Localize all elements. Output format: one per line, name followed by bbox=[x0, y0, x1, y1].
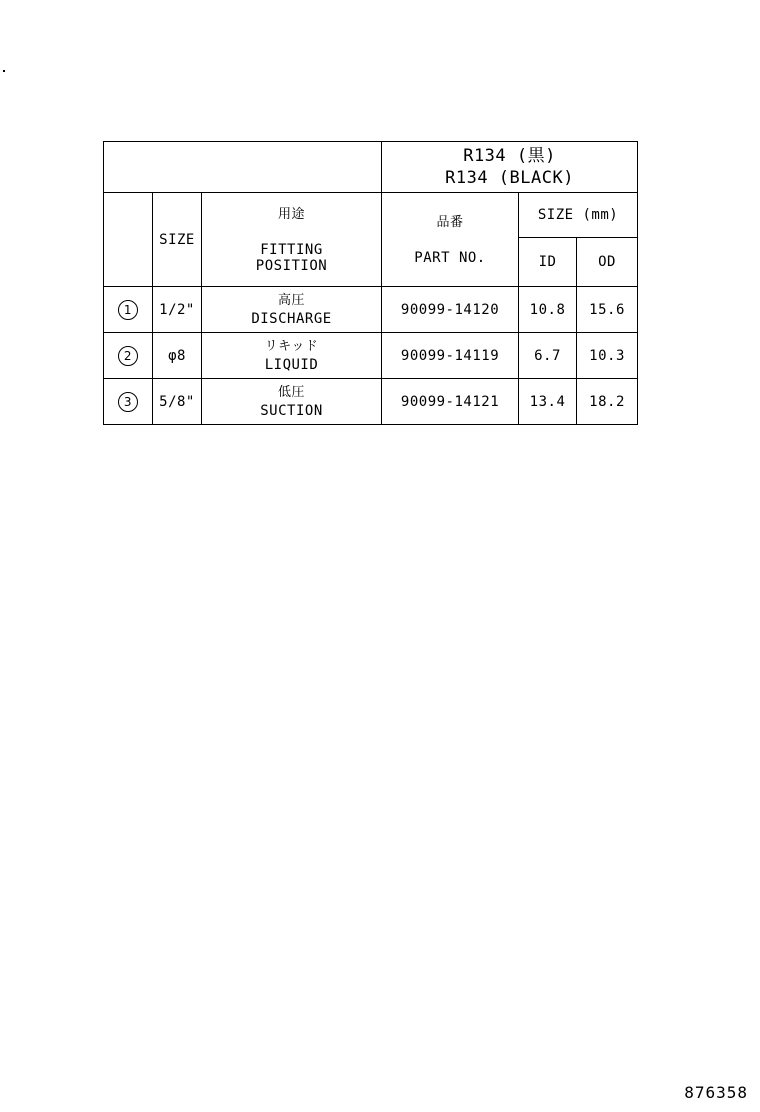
title-en: R134 (BLACK) bbox=[445, 168, 574, 188]
title-row bbox=[104, 142, 638, 193]
fitting-jp: リキッド bbox=[264, 338, 319, 354]
part-header-en: PART NO. bbox=[414, 249, 486, 266]
id-cell: 13.4 bbox=[519, 379, 577, 425]
part-header-jp: 品番 bbox=[436, 214, 464, 230]
fitting-cell bbox=[202, 333, 382, 379]
fitting-header bbox=[202, 193, 382, 287]
part-number-cell: 90099-14119 bbox=[382, 333, 519, 379]
fitting-jp: 低圧 bbox=[278, 384, 306, 400]
part-header bbox=[382, 193, 519, 287]
table-row bbox=[104, 379, 638, 425]
size-cell: φ8 bbox=[153, 333, 202, 379]
id-cell: 6.7 bbox=[519, 333, 577, 379]
row-number-cell bbox=[104, 287, 153, 333]
fitting-cell bbox=[202, 379, 382, 425]
fitting-jp: 高圧 bbox=[278, 292, 306, 308]
id-header: ID bbox=[519, 238, 577, 287]
size-header: SIZE bbox=[153, 193, 202, 287]
id-cell: 10.8 bbox=[519, 287, 577, 333]
refrigerant-title bbox=[382, 142, 638, 193]
spec-sheet bbox=[103, 141, 637, 437]
od-cell: 18.2 bbox=[577, 379, 638, 425]
fitting-header-en-1: FITTING bbox=[260, 241, 323, 258]
od-cell: 10.3 bbox=[577, 333, 638, 379]
circled-number: 1 bbox=[118, 300, 138, 320]
part-number-cell: 90099-14120 bbox=[382, 287, 519, 333]
drawing-number: 876358 bbox=[684, 1083, 748, 1102]
part-number-cell: 90099-14121 bbox=[382, 379, 519, 425]
fitting-en: SUCTION bbox=[260, 402, 323, 419]
title-jp: R134 (黒) bbox=[463, 146, 556, 166]
blank-header-cell bbox=[104, 142, 382, 193]
stray-mark bbox=[3, 70, 5, 72]
table-row bbox=[104, 333, 638, 379]
fitting-header-en-2: POSITION bbox=[255, 257, 328, 274]
fitting-en: LIQUID bbox=[264, 356, 319, 373]
fitting-en: DISCHARGE bbox=[251, 310, 332, 327]
header-row-1 bbox=[104, 193, 638, 238]
size-mm-header: SIZE (mm) bbox=[519, 193, 638, 238]
row-number-cell bbox=[104, 333, 153, 379]
fitting-header-jp: 用途 bbox=[278, 206, 306, 222]
number-header-cell bbox=[104, 193, 153, 287]
fitting-cell bbox=[202, 287, 382, 333]
table-row bbox=[104, 287, 638, 333]
row-number-cell bbox=[104, 379, 153, 425]
fitting-spec-table bbox=[103, 141, 638, 425]
od-cell: 15.6 bbox=[577, 287, 638, 333]
circled-number: 3 bbox=[118, 392, 138, 412]
size-cell: 1/2" bbox=[153, 287, 202, 333]
circled-number: 2 bbox=[118, 346, 138, 366]
size-cell: 5/8" bbox=[153, 379, 202, 425]
od-header: OD bbox=[577, 238, 638, 287]
